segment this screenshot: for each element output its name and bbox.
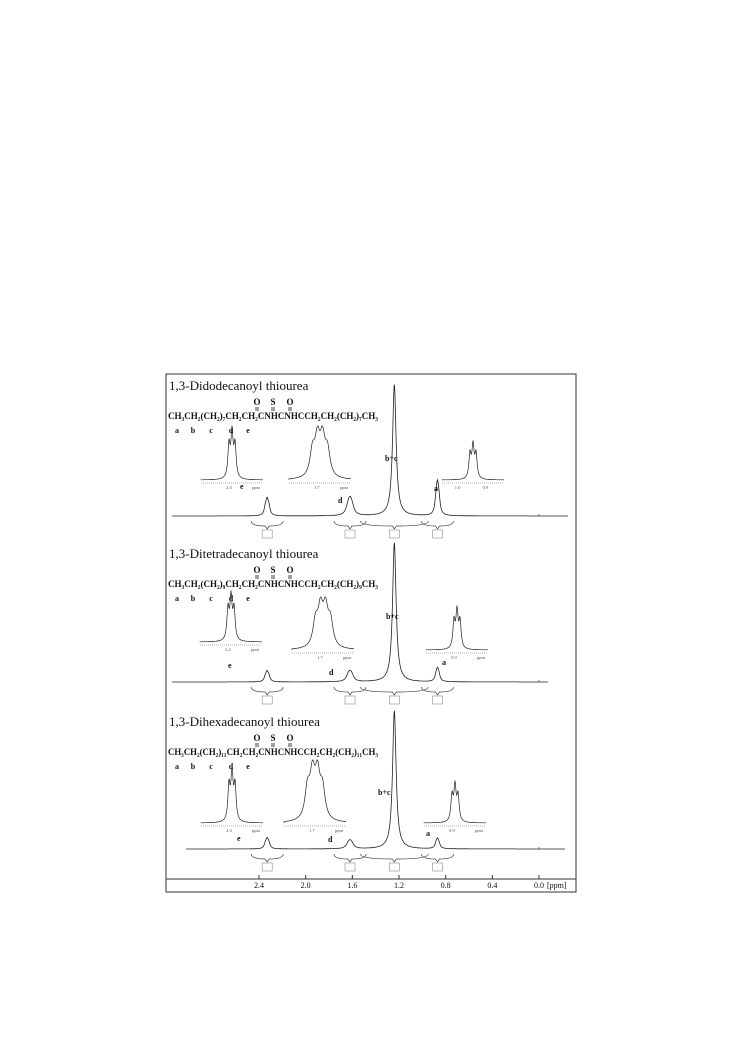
- integration-bracket: [251, 521, 283, 529]
- peak-label: d: [328, 835, 333, 844]
- inset-unit: ppm: [339, 485, 349, 490]
- compound-title: 1,3-Didodecanoyl thiourea: [169, 378, 309, 393]
- inset-tick-label: 1.7: [314, 485, 320, 490]
- integration-value-box: [389, 696, 399, 704]
- x-tick-label: 2.0: [300, 881, 311, 890]
- x-axis-ticks: [254, 875, 544, 890]
- inset-trace: [442, 440, 504, 480]
- proton-label: d: [228, 762, 234, 771]
- x-tick-label: 0.8: [440, 881, 451, 890]
- inset-tick-label: 2.4: [225, 647, 231, 652]
- heteroatom-label: O: [253, 733, 261, 743]
- inset-expansion: [201, 426, 263, 490]
- inset-expansion: [289, 426, 351, 490]
- inset-unit: ppm: [251, 485, 261, 490]
- inset-tick-label: 1.7: [309, 828, 315, 833]
- inset-unit: ppm: [251, 828, 261, 833]
- integration-value-box: [262, 696, 272, 704]
- integration-value-box: [345, 530, 355, 538]
- integration-value-box: [433, 696, 443, 704]
- heteroatom-label: O: [253, 565, 261, 575]
- inset-trace: [292, 597, 354, 650]
- proton-label: c: [209, 594, 213, 603]
- integration-value-box: [262, 530, 272, 538]
- x-tick-label: 0.4: [487, 881, 498, 890]
- x-tick-label: 2.4: [254, 881, 264, 890]
- inset-tick-label: 1.7: [317, 655, 323, 660]
- inset-expansion: [201, 765, 263, 833]
- integration-value-box: [345, 696, 355, 704]
- proton-label: a: [175, 426, 179, 435]
- proton-label: b: [190, 762, 196, 771]
- integration-value-box: [345, 863, 355, 871]
- spectrum-panel: [168, 378, 568, 538]
- spectrum-trace: [186, 711, 565, 849]
- inset-trace: [424, 780, 486, 823]
- compound-title: 1,3-Dihexadecanoyl thiourea: [169, 714, 320, 729]
- integration-bracket: [360, 687, 428, 695]
- heteroatom-label: S: [270, 733, 276, 743]
- inset-expansion: [292, 597, 354, 660]
- x-axis: [166, 875, 576, 890]
- spectra-panels: [168, 378, 568, 871]
- proton-label: e: [246, 426, 250, 435]
- proton-label: d: [228, 426, 234, 435]
- figure-frame: [166, 374, 576, 892]
- integration-value-box: [433, 530, 443, 538]
- proton-label: c: [209, 762, 213, 771]
- integration-value-box: [389, 530, 399, 538]
- heteroatom-label: O: [286, 733, 294, 743]
- integration-bracket: [251, 687, 283, 695]
- inset-expansion: [284, 760, 346, 833]
- inset-tick-label: 0.9: [449, 828, 455, 833]
- spectrum-panel: [168, 543, 548, 704]
- integration-bracket: [360, 854, 428, 862]
- compound-title: 1,3-Ditetradecanoyl thiourea: [169, 546, 319, 561]
- heteroatom-label: S: [270, 565, 276, 575]
- inset-tick-label: 1.0: [454, 485, 461, 490]
- integration-value-box: [389, 863, 399, 871]
- proton-label: b: [190, 594, 196, 603]
- inset-unit: ppm: [342, 655, 352, 660]
- integration-bracket: [360, 521, 428, 529]
- proton-label: e: [246, 762, 250, 771]
- peak-label: b+c: [378, 788, 391, 797]
- proton-label: d: [228, 594, 234, 603]
- structural-formula: CH₃CH₂(CH₂)₇CH₂CH₂CNHCNHCCH₂CH₂(CH₂)₇CH₃: [168, 412, 390, 422]
- heteroatom-label: S: [270, 397, 276, 407]
- heteroatom-label: O: [286, 565, 294, 575]
- inset-expansion: [442, 440, 504, 490]
- heteroatom-label: O: [253, 397, 261, 407]
- peak-label: b+c: [385, 454, 398, 463]
- proton-label: a: [175, 594, 179, 603]
- integration-value-box: [262, 863, 272, 871]
- structural-formula: CH₃CH₂(CH₂)₉CH₂CH₂CNHCNHCCH₂CH₂(CH₂)₉CH₃: [168, 580, 390, 590]
- inset-unit: ppm: [334, 828, 344, 833]
- inset-unit: ppm: [474, 828, 484, 833]
- proton-label: e: [246, 594, 250, 603]
- inset-tick-label: 0.9: [451, 655, 457, 660]
- inset-tick-label: 2.4: [226, 828, 232, 833]
- peak-label: a: [434, 484, 438, 493]
- integration-bracket: [422, 521, 454, 529]
- x-axis-unit: [ppm]: [547, 881, 567, 890]
- spectrum-trace: [172, 385, 568, 516]
- inset-unit: ppm: [476, 655, 486, 660]
- heteroatom-label: O: [286, 397, 294, 407]
- inset-trace: [289, 426, 351, 480]
- peak-label: a: [442, 658, 446, 667]
- inset-expansion: [424, 780, 486, 833]
- peak-label: a: [426, 829, 430, 838]
- structural-formula: CH₃CH₂(CH₂)₁₁CH₂CH₂CNHCNHCCH₂CH₂(CH₂)₁₁CH₃: [168, 748, 396, 758]
- inset-trace: [201, 765, 263, 823]
- integration-bracket: [251, 854, 283, 862]
- x-tick-label: 0.0: [534, 881, 544, 890]
- integration-bracket: [422, 854, 454, 862]
- inset-trace: [284, 760, 346, 823]
- proton-label: c: [209, 426, 213, 435]
- peak-label: e: [228, 661, 232, 670]
- inset-unit: ppm: [250, 647, 260, 652]
- integration-bracket: [422, 687, 454, 695]
- peak-label: e: [240, 482, 244, 491]
- peak-label: d: [338, 496, 343, 505]
- proton-label: b: [190, 426, 196, 435]
- spectrum-panel: [168, 711, 565, 871]
- proton-label: a: [175, 762, 179, 771]
- inset-expansion: [426, 606, 488, 661]
- x-tick-label: 1.6: [347, 881, 358, 890]
- peak-label: e: [237, 834, 241, 843]
- peak-label: b+c: [386, 612, 399, 621]
- inset-tick-label: 2.4: [226, 485, 232, 490]
- inset-tick-label: 0.9: [482, 485, 489, 490]
- integration-value-box: [433, 863, 443, 871]
- inset-trace: [426, 606, 488, 651]
- x-tick-label: 1.2: [394, 881, 404, 890]
- peak-label: d: [329, 668, 334, 677]
